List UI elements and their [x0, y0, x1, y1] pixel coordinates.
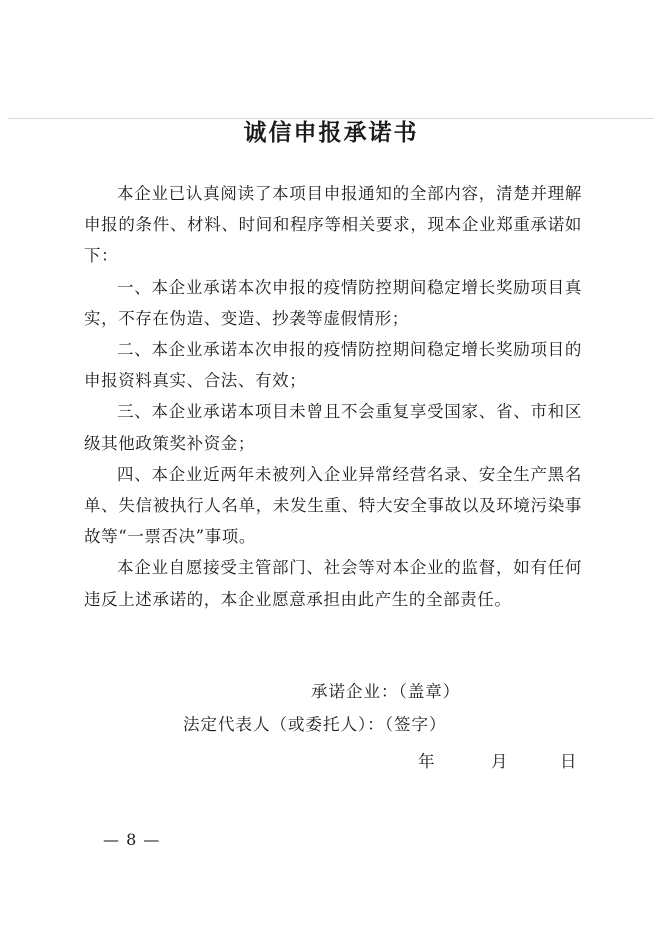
- document-title: 诚信申报承诺书: [243, 119, 419, 146]
- date-month-label: 月: [491, 752, 508, 771]
- intro-paragraph: 本企业已认真阅读了本项目申报通知的全部内容，清楚并理解申报的条件、材料、时间和程序等相关要求，现本企业郑重承诺如下：: [84, 184, 582, 266]
- closing-paragraph: 本企业自愿接受主管部门、社会等对本企业的监督，如有任何违反上述承诺的，本企业愿意承担由此产生的全部责任。: [84, 558, 582, 609]
- commitment-item-1: 一、本企业承诺本次申报的疫情防控期间稳定增长奖励项目真实，不存在伪造、变造、抄袭等虚假情形；: [84, 277, 582, 328]
- date-day-label: 日: [560, 752, 577, 771]
- page-number: — 8 —: [103, 830, 161, 849]
- date-year-label: 年: [418, 752, 435, 771]
- commitment-body: [84, 178, 582, 615]
- commitment-item-2: 二、本企业承诺本次申报的疫情防控期间稳定增长奖励项目的申报资料真实、合法、有效；: [84, 340, 582, 391]
- representative-signature-line: 法定代表人（或委托人）：（签字）: [183, 715, 447, 734]
- commitment-item-4: 四、本企业近两年未被列入企业异常经营名录、安全生产黑名单、失信被执行人名单，未发生重、特大安全事故以及环境污染事故等“一票否决”事项。: [84, 464, 582, 547]
- company-seal-line: 承诺企业：（盖章）: [311, 682, 461, 701]
- commitment-item-3: 三、本企业承诺本项目未曾且不会重复享受国家、省、市和区级其他政策奖补资金；: [84, 402, 582, 453]
